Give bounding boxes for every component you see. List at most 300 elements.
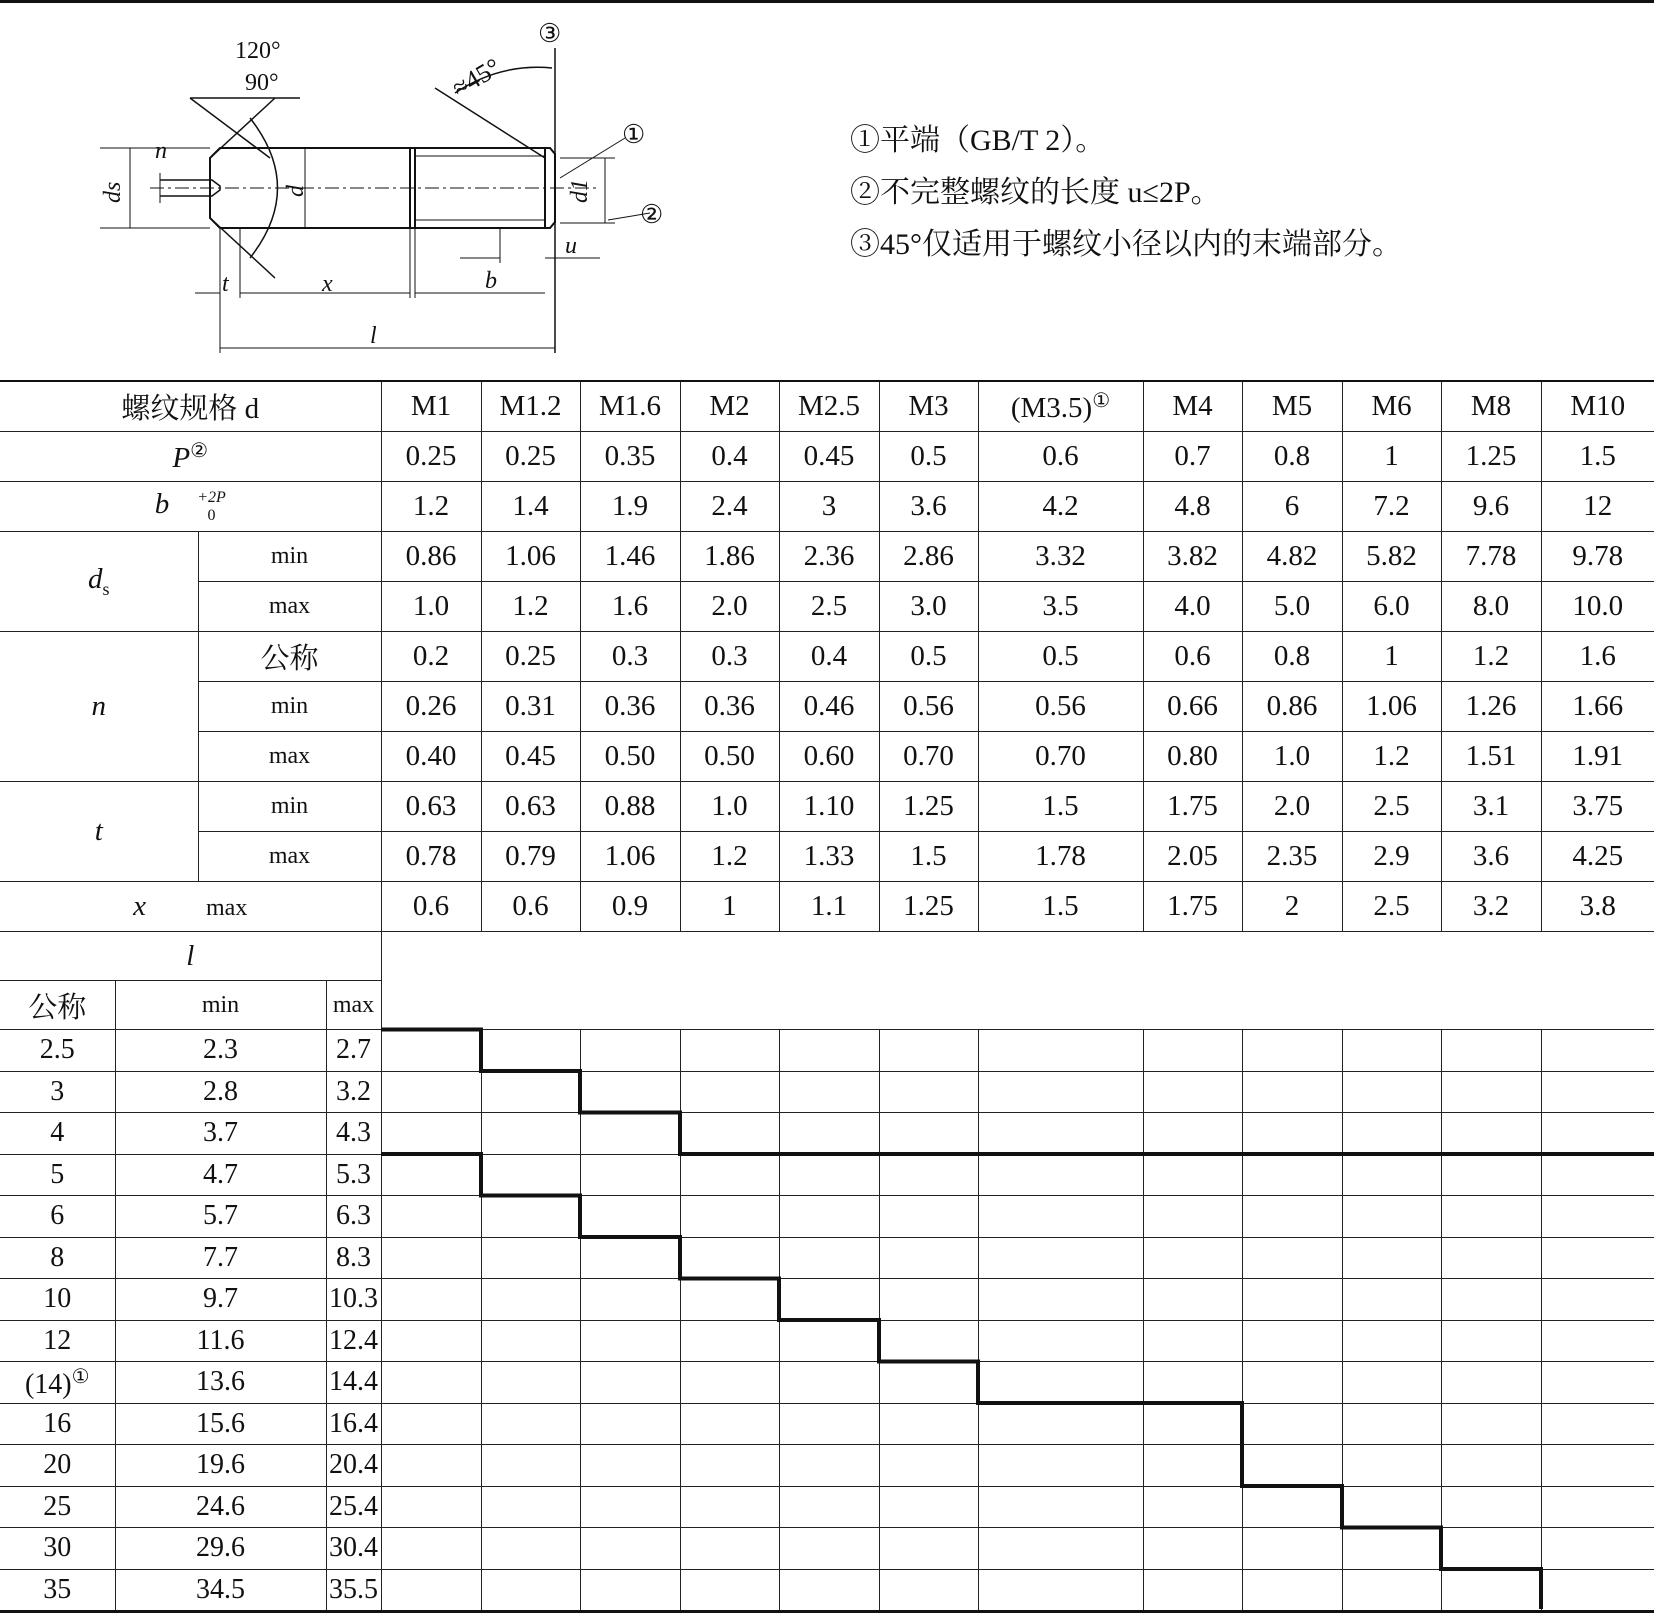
length-row — [0, 1154, 1654, 1196]
length-grid-cell — [580, 1403, 680, 1445]
n-min-value: 1.26 — [1441, 682, 1541, 732]
label-x — [0, 882, 381, 932]
length-grid-cell — [1342, 1279, 1441, 1321]
length-grid-cell — [779, 1528, 879, 1570]
t-max-value: 1.78 — [978, 832, 1143, 882]
b-value: 1.9 — [580, 482, 680, 532]
length-grid-cell — [779, 1320, 879, 1362]
length-grid-cell — [779, 1030, 879, 1072]
length-grid-cell — [779, 1113, 879, 1155]
length-grid-cell — [680, 1030, 779, 1072]
length-grid-cell — [779, 1569, 879, 1612]
length-grid-cell — [1441, 1362, 1541, 1404]
size-label: M4 — [1172, 390, 1213, 422]
size-header — [779, 381, 879, 432]
size-label: M6 — [1371, 390, 1412, 422]
length-grid-cell — [580, 1196, 680, 1238]
pitch-value: 1.25 — [1441, 432, 1541, 482]
length-grid-cell — [481, 1071, 580, 1113]
x-value: 1.75 — [1143, 882, 1242, 932]
length-grid-cell — [680, 1403, 779, 1445]
ds-min-value: 7.78 — [1441, 532, 1541, 582]
pitch-value: 0.4 — [680, 432, 779, 482]
label-x-max: max — [206, 895, 248, 921]
length-grid-cell — [978, 1113, 1143, 1155]
length-nominal — [0, 1279, 115, 1321]
callout-2: ② — [640, 200, 664, 229]
size-row — [0, 381, 1654, 432]
b-value: 1.2 — [381, 482, 481, 532]
length-grid-cell — [1541, 1196, 1654, 1238]
length-header-blank — [381, 932, 1654, 1030]
length-nominal-value: 16 — [43, 1407, 72, 1439]
length-grid-cell — [381, 1071, 481, 1113]
size-label: M3 — [908, 390, 949, 422]
size-header — [1143, 381, 1242, 432]
length-min: 29.6 — [115, 1528, 326, 1570]
length-row — [0, 1403, 1654, 1445]
pitch-value: 0.6 — [978, 432, 1143, 482]
ds-min-value: 5.82 — [1342, 532, 1441, 582]
length-grid-cell — [381, 1113, 481, 1155]
n-nominal-value: 0.3 — [680, 632, 779, 682]
length-nominal — [0, 1486, 115, 1528]
length-grid-cell — [1541, 1320, 1654, 1362]
length-grid-cell — [680, 1445, 779, 1487]
x-row — [0, 882, 1654, 932]
length-grid-cell — [1143, 1154, 1242, 1196]
length-grid-cell — [879, 1486, 978, 1528]
length-grid-cell — [1541, 1569, 1654, 1612]
pitch-value: 0.8 — [1242, 432, 1342, 482]
x-value: 1.1 — [779, 882, 879, 932]
length-grid-cell — [1441, 1569, 1541, 1612]
size-header — [1342, 381, 1441, 432]
ds-min-value: 9.78 — [1541, 532, 1654, 582]
length-grid-cell — [978, 1030, 1143, 1072]
length-row — [0, 1196, 1654, 1238]
length-nominal-value: 25 — [43, 1490, 72, 1522]
dim-n: n — [155, 138, 167, 164]
length-grid-cell — [580, 1569, 680, 1612]
length-grid-cell — [1441, 1445, 1541, 1487]
length-grid-cell — [779, 1403, 879, 1445]
size-header — [481, 381, 580, 432]
length-grid-cell — [1342, 1569, 1441, 1612]
t-max-value: 4.25 — [1541, 832, 1654, 882]
length-grid-cell — [481, 1362, 580, 1404]
ds-min-value: 1.86 — [680, 532, 779, 582]
length-max: 14.4 — [326, 1362, 381, 1404]
length-grid-cell — [1441, 1196, 1541, 1238]
length-grid-cell — [978, 1320, 1143, 1362]
length-max: 30.4 — [326, 1528, 381, 1570]
length-max: 5.3 — [326, 1154, 381, 1196]
t-min-value: 3.75 — [1541, 782, 1654, 832]
b-value: 3 — [779, 482, 879, 532]
length-row — [0, 1320, 1654, 1362]
b-value: 7.2 — [1342, 482, 1441, 532]
n-max-value: 1.51 — [1441, 732, 1541, 782]
length-grid-cell — [1342, 1237, 1441, 1279]
length-grid-cell — [779, 1196, 879, 1238]
length-grid-cell — [779, 1237, 879, 1279]
label-x-symbol: x — [133, 890, 147, 922]
length-max: 12.4 — [326, 1320, 381, 1362]
note-1: ①平端（GB/T 2）。 — [850, 124, 1106, 157]
n-max-value: 0.80 — [1143, 732, 1242, 782]
length-nominal — [0, 1569, 115, 1612]
length-grid-cell — [978, 1528, 1143, 1570]
b-value: 4.8 — [1143, 482, 1242, 532]
dim-d: d — [283, 185, 309, 197]
n-max-value: 0.50 — [580, 732, 680, 782]
n-nominal-value: 0.2 — [381, 632, 481, 682]
ds-min-value: 1.06 — [481, 532, 580, 582]
note-2: ②不完整螺纹的长度 u≤2P。 — [850, 176, 1221, 209]
sub-label-max: max — [198, 832, 381, 882]
t-min-value: 3.1 — [1441, 782, 1541, 832]
length-grid-cell — [978, 1071, 1143, 1113]
length-grid-cell — [680, 1362, 779, 1404]
n-max-value: 0.50 — [680, 732, 779, 782]
length-max: 20.4 — [326, 1445, 381, 1487]
n-min-value: 0.56 — [879, 682, 978, 732]
length-grid-cell — [580, 1486, 680, 1528]
length-nominal-value: 5 — [50, 1158, 65, 1190]
t-min-value: 1.25 — [879, 782, 978, 832]
length-grid-cell — [779, 1445, 879, 1487]
size-header — [680, 381, 779, 432]
pitch-row — [0, 432, 1654, 482]
length-grid-cell — [381, 1569, 481, 1612]
size-footnote: ① — [1092, 390, 1111, 412]
t-max-value: 1.06 — [580, 832, 680, 882]
length-grid-cell — [580, 1113, 680, 1155]
n-max-value: 0.45 — [481, 732, 580, 782]
label-angle-45: ≈45° — [447, 52, 506, 103]
label-pitch-symbol: P — [172, 442, 191, 474]
size-header — [978, 381, 1143, 432]
length-grid-cell — [381, 1279, 481, 1321]
t-max-value: 0.78 — [381, 832, 481, 882]
length-row — [0, 1362, 1654, 1404]
b-value: 2.4 — [680, 482, 779, 532]
length-grid-cell — [978, 1362, 1143, 1404]
length-grid-cell — [1143, 1528, 1242, 1570]
ds-min-value: 1.46 — [580, 532, 680, 582]
length-grid-cell — [481, 1113, 580, 1155]
dim-b: b — [485, 268, 497, 294]
length-grid-cell — [879, 1569, 978, 1612]
length-grid-cell — [779, 1362, 879, 1404]
length-grid-cell — [1143, 1445, 1242, 1487]
length-grid-cell — [1242, 1071, 1342, 1113]
t-max-value: 2.05 — [1143, 832, 1242, 882]
length-grid-cell — [1242, 1030, 1342, 1072]
n-nominal-value: 1.2 — [1441, 632, 1541, 682]
sub-label-min: min — [198, 532, 381, 582]
label-ds-symbol: d — [87, 563, 103, 596]
length-row — [0, 1030, 1654, 1072]
length-nominal-value: 2.5 — [39, 1034, 75, 1066]
length-max: 2.7 — [326, 1030, 381, 1072]
length-grid-cell — [481, 1445, 580, 1487]
t-max-row — [0, 832, 1654, 882]
x-value: 2.5 — [1342, 882, 1441, 932]
length-grid-cell — [580, 1071, 680, 1113]
length-grid-cell — [1441, 1528, 1541, 1570]
b-value: 12 — [1541, 482, 1654, 532]
ds-max-value: 5.0 — [1242, 582, 1342, 632]
n-nominal-value: 0.25 — [481, 632, 580, 682]
length-nominal — [0, 1403, 115, 1445]
length-max: 3.2 — [326, 1071, 381, 1113]
x-value: 1.25 — [879, 882, 978, 932]
length-grid-cell — [1342, 1403, 1441, 1445]
n-max-row — [0, 732, 1654, 782]
pitch-value: 0.35 — [580, 432, 680, 482]
length-nominal — [0, 1362, 115, 1404]
length-grid-cell — [1143, 1279, 1242, 1321]
size-header — [580, 381, 680, 432]
n-min-value: 0.86 — [1242, 682, 1342, 732]
length-grid-cell — [978, 1237, 1143, 1279]
x-value: 1 — [680, 882, 779, 932]
length-grid-cell — [1143, 1403, 1242, 1445]
length-grid-cell — [1143, 1320, 1242, 1362]
length-max: 10.3 — [326, 1279, 381, 1321]
length-grid-cell — [978, 1486, 1143, 1528]
length-nominal — [0, 1528, 115, 1570]
sub-label-min: min — [198, 682, 381, 732]
length-grid-cell — [1342, 1528, 1441, 1570]
length-nominal-value: 4 — [50, 1117, 65, 1149]
size-label: M10 — [1570, 390, 1626, 422]
length-grid-cell — [1242, 1237, 1342, 1279]
callout-1: ① — [622, 120, 646, 149]
length-grid-cell — [1242, 1569, 1342, 1612]
length-grid-cell — [1143, 1071, 1242, 1113]
length-row — [0, 1569, 1654, 1612]
pitch-value: 0.5 — [879, 432, 978, 482]
n-nominal-value: 1.6 — [1541, 632, 1654, 682]
t-min-value: 1.0 — [680, 782, 779, 832]
length-nominal-value: 8 — [50, 1241, 65, 1273]
t-max-value: 1.2 — [680, 832, 779, 882]
sub-label-min: min — [198, 782, 381, 832]
n-nominal-value: 0.5 — [879, 632, 978, 682]
length-min: 15.6 — [115, 1403, 326, 1445]
x-value: 3.8 — [1541, 882, 1654, 932]
length-grid-cell — [481, 1237, 580, 1279]
ds-min-value: 3.82 — [1143, 532, 1242, 582]
sub-label-max: max — [198, 582, 381, 632]
length-grid-cell — [580, 1445, 680, 1487]
length-grid-cell — [481, 1196, 580, 1238]
n-nominal-value: 0.4 — [779, 632, 879, 682]
length-grid-cell — [680, 1154, 779, 1196]
length-grid-cell — [680, 1486, 779, 1528]
length-row — [0, 1237, 1654, 1279]
label-t — [0, 782, 198, 882]
x-value: 3.2 — [1441, 882, 1541, 932]
n-max-value: 1.0 — [1242, 732, 1342, 782]
n-nominal-value: 0.6 — [1143, 632, 1242, 682]
length-grid-cell — [381, 1486, 481, 1528]
length-min: 4.7 — [115, 1154, 326, 1196]
callout-3: ③ — [538, 19, 562, 48]
length-grid-cell — [680, 1320, 779, 1362]
length-min: 9.7 — [115, 1279, 326, 1321]
length-min: 2.8 — [115, 1071, 326, 1113]
length-row — [0, 1445, 1654, 1487]
label-ds — [0, 532, 198, 632]
length-grid-cell — [879, 1196, 978, 1238]
size-label: M2 — [709, 390, 750, 422]
length-nominal-value: 30 — [43, 1532, 72, 1564]
t-min-value: 0.63 — [481, 782, 580, 832]
length-min: 2.3 — [115, 1030, 326, 1072]
pitch-value: 1.5 — [1541, 432, 1654, 482]
length-grid-cell — [1242, 1445, 1342, 1487]
label-b-tolerance — [197, 489, 226, 525]
length-grid-cell — [580, 1237, 680, 1279]
t-max-value: 0.79 — [481, 832, 580, 882]
t-min-value: 1.75 — [1143, 782, 1242, 832]
ds-max-value: 8.0 — [1441, 582, 1541, 632]
n-min-value: 0.46 — [779, 682, 879, 732]
length-grid-cell — [879, 1237, 978, 1279]
length-grid-cell — [978, 1569, 1143, 1612]
length-grid-cell — [1541, 1113, 1654, 1155]
t-min-value: 2.0 — [1242, 782, 1342, 832]
length-grid-cell — [1342, 1486, 1441, 1528]
ds-max-value: 6.0 — [1342, 582, 1441, 632]
n-max-value: 0.60 — [779, 732, 879, 782]
length-label-min: min — [115, 981, 326, 1030]
length-grid-cell — [381, 1154, 481, 1196]
length-grid-cell — [680, 1237, 779, 1279]
length-grid-cell — [1441, 1071, 1541, 1113]
length-grid-cell — [381, 1030, 481, 1072]
length-nominal — [0, 1320, 115, 1362]
length-grid-cell — [680, 1113, 779, 1155]
label-b — [0, 482, 381, 532]
t-max-value: 2.9 — [1342, 832, 1441, 882]
n-min-value: 0.31 — [481, 682, 580, 732]
ds-min-row — [0, 532, 1654, 582]
length-grid-cell — [978, 1196, 1143, 1238]
length-grid-cell — [1541, 1403, 1654, 1445]
n-min-value: 0.56 — [978, 682, 1143, 732]
length-row — [0, 1279, 1654, 1321]
length-grid-cell — [879, 1113, 978, 1155]
label-angle-120: 120° — [235, 38, 281, 64]
length-grid-cell — [879, 1403, 978, 1445]
length-grid-cell — [1441, 1279, 1541, 1321]
ds-max-value: 3.5 — [978, 582, 1143, 632]
length-grid-cell — [381, 1237, 481, 1279]
length-grid-cell — [580, 1154, 680, 1196]
length-grid-cell — [580, 1279, 680, 1321]
ds-min-value: 3.32 — [978, 532, 1143, 582]
top-rule — [0, 0, 1654, 3]
length-grid-cell — [381, 1362, 481, 1404]
length-grid-cell — [1342, 1445, 1441, 1487]
length-grid-cell — [1143, 1237, 1242, 1279]
length-grid-cell — [879, 1528, 978, 1570]
n-max-value: 0.70 — [978, 732, 1143, 782]
size-header — [1441, 381, 1541, 432]
length-grid-cell — [381, 1403, 481, 1445]
length-grid-cell — [1342, 1030, 1441, 1072]
length-grid-cell — [978, 1279, 1143, 1321]
n-nominal-value: 1 — [1342, 632, 1441, 682]
dim-u: u — [565, 233, 577, 259]
n-min-value: 0.36 — [680, 682, 779, 732]
t-max-value: 1.33 — [779, 832, 879, 882]
length-grid-cell — [1541, 1154, 1654, 1196]
n-nominal-value: 0.5 — [978, 632, 1143, 682]
n-min-value: 0.36 — [580, 682, 680, 732]
length-nominal — [0, 1237, 115, 1279]
size-header — [1541, 381, 1654, 432]
length-max: 16.4 — [326, 1403, 381, 1445]
ds-max-value: 2.0 — [680, 582, 779, 632]
length-grid-cell — [481, 1569, 580, 1612]
length-nominal-value: 12 — [43, 1324, 72, 1356]
length-min: 5.7 — [115, 1196, 326, 1238]
x-value: 0.6 — [381, 882, 481, 932]
length-max: 35.5 — [326, 1569, 381, 1612]
length-grid-cell — [1342, 1113, 1441, 1155]
length-grid-cell — [879, 1320, 978, 1362]
length-grid-cell — [879, 1362, 978, 1404]
length-grid-cell — [1242, 1154, 1342, 1196]
t-min-value: 0.63 — [381, 782, 481, 832]
pitch-value: 0.25 — [481, 432, 580, 482]
ds-max-value: 1.0 — [381, 582, 481, 632]
ds-max-value: 2.5 — [779, 582, 879, 632]
b-value: 3.6 — [879, 482, 978, 532]
length-min: 19.6 — [115, 1445, 326, 1487]
ds-max-row — [0, 582, 1654, 632]
length-row — [0, 1486, 1654, 1528]
ds-max-value: 10.0 — [1541, 582, 1654, 632]
length-grid-cell — [381, 1196, 481, 1238]
length-grid-cell — [1541, 1486, 1654, 1528]
label-length: l — [0, 932, 381, 981]
n-min-value: 1.66 — [1541, 682, 1654, 732]
n-nominal-value: 0.8 — [1242, 632, 1342, 682]
length-grid-cell — [680, 1279, 779, 1321]
length-min: 3.7 — [115, 1113, 326, 1155]
length-grid-cell — [1541, 1071, 1654, 1113]
length-nominal-value: 20 — [43, 1449, 72, 1481]
length-grid-cell — [1143, 1569, 1242, 1612]
pitch-value: 1 — [1342, 432, 1441, 482]
length-nominal-value: 35 — [43, 1573, 72, 1605]
length-max: 4.3 — [326, 1113, 381, 1155]
length-grid-cell — [481, 1486, 580, 1528]
x-value: 0.6 — [481, 882, 580, 932]
n-max-value: 0.40 — [381, 732, 481, 782]
length-grid-cell — [978, 1445, 1143, 1487]
length-grid-cell — [481, 1320, 580, 1362]
size-label: M5 — [1271, 390, 1313, 422]
ds-max-value: 1.6 — [580, 582, 680, 632]
